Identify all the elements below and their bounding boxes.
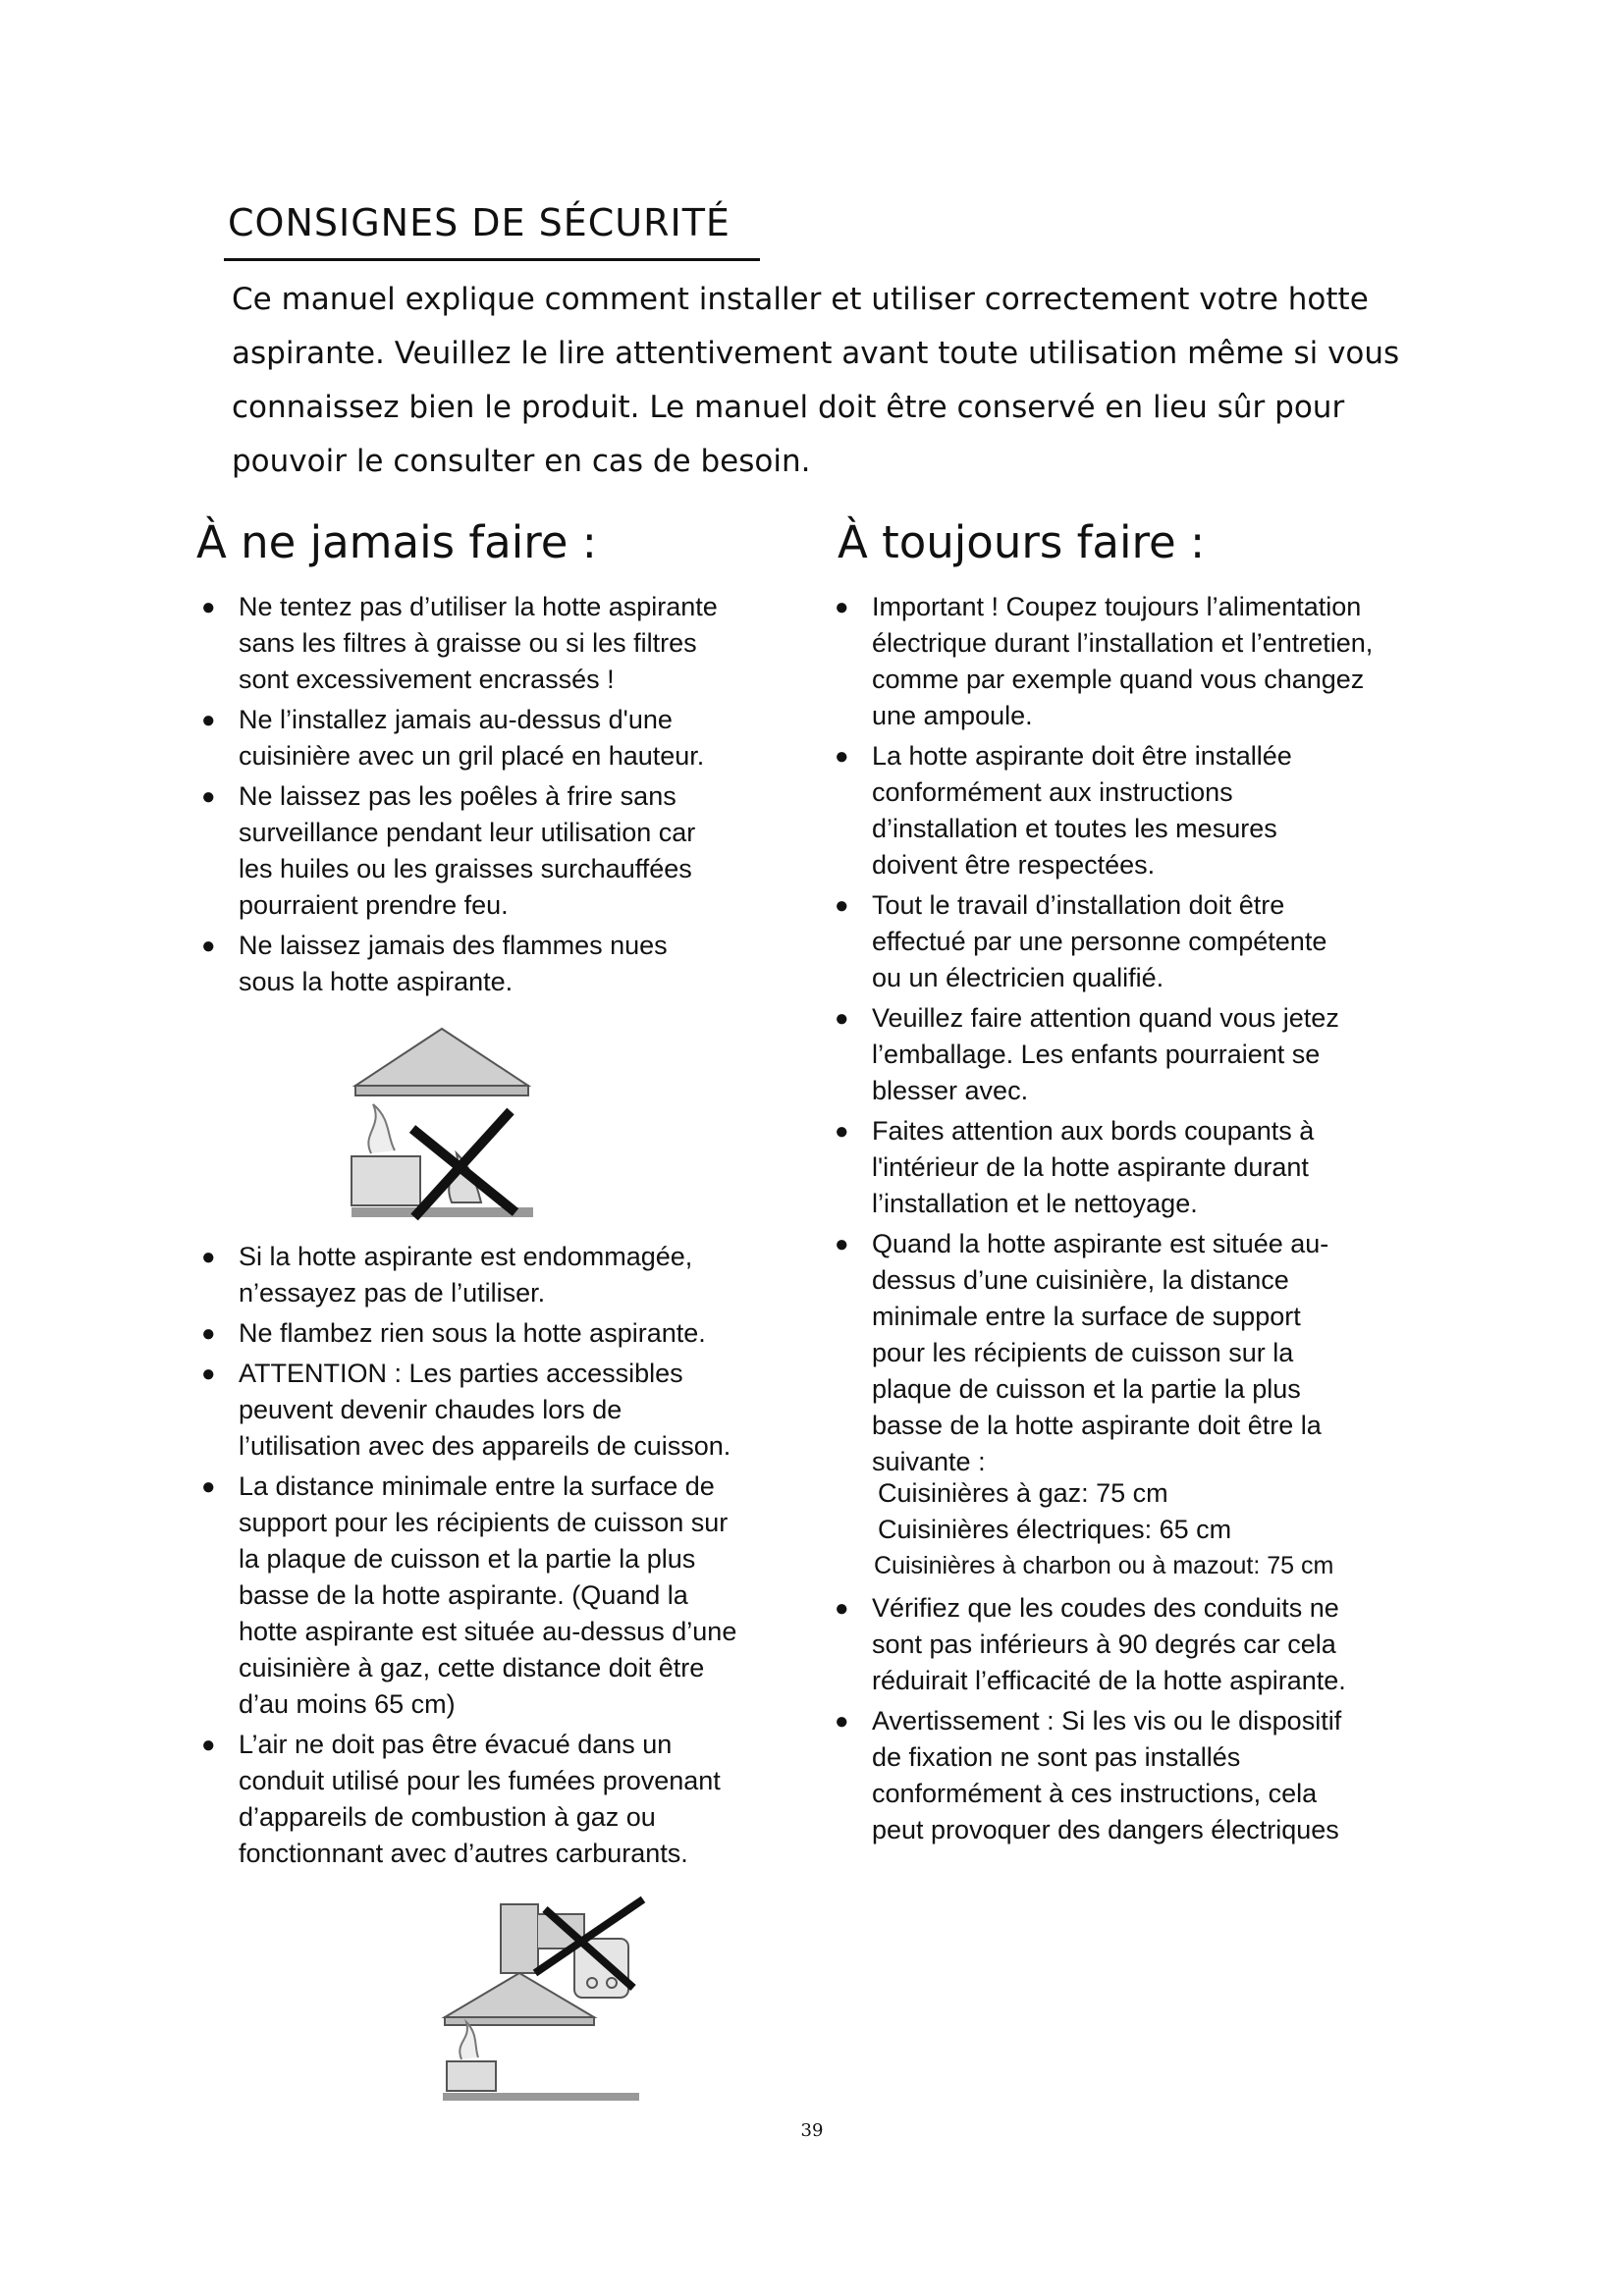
bullet-line: peut provoquer des dangers électriques bbox=[872, 1815, 1339, 1844]
intro-line: connaissez bien le produit. Le manuel doit être conservé en lieu sûr pour bbox=[232, 390, 1345, 425]
bullet-item bbox=[835, 1703, 1473, 1848]
always-do-list-2 bbox=[835, 1590, 1473, 1852]
bullet-line: ATTENTION : Les parties accessibles bbox=[239, 1359, 683, 1388]
distance-list bbox=[874, 1475, 1333, 1584]
bullet-line: les huiles ou les graisses surchauffées bbox=[239, 854, 692, 883]
bullet-dot: ● bbox=[201, 933, 216, 959]
page-number: 39 bbox=[800, 2120, 824, 2141]
distance-electric: Cuisinières électriques: 65 cm bbox=[878, 1515, 1232, 1544]
bullet-dot: ● bbox=[835, 594, 849, 620]
bullet-line: sont excessivement encrassés ! bbox=[239, 665, 615, 694]
bullet-line: l’emballage. Les enfants pourraient se bbox=[872, 1040, 1321, 1069]
bullet-line: doivent être respectées. bbox=[872, 850, 1156, 880]
bullet-dot: ● bbox=[835, 743, 849, 770]
bullet-line: l’installation et le nettoyage. bbox=[872, 1189, 1198, 1218]
bullet-item bbox=[835, 589, 1473, 734]
bullet-line: support pour les récipients de cuisson sur bbox=[239, 1508, 729, 1537]
bullet-line: peuvent devenir chaudes lors de bbox=[239, 1395, 623, 1424]
bullet-line: Ne tentez pas d’utiliser la hotte aspirante bbox=[239, 592, 718, 621]
bullet-line: La distance minimale entre la surface de bbox=[239, 1471, 715, 1501]
bullet-line: conformément à ces instructions, cela bbox=[872, 1779, 1318, 1808]
bullet-item bbox=[835, 1226, 1473, 1480]
bullet-line: Ne l’installez jamais au-dessus d'une bbox=[239, 705, 673, 734]
duct-exhaust-warning-icon bbox=[437, 1895, 653, 2106]
bullet-dot: ● bbox=[201, 1361, 216, 1387]
intro-line: pouvoir le consulter en cas de besoin. bbox=[232, 444, 811, 479]
intro-paragraph bbox=[232, 273, 1430, 489]
bullet-dot: ● bbox=[835, 1231, 849, 1257]
bullet-item bbox=[201, 928, 810, 1000]
bullet-item bbox=[201, 589, 810, 698]
bullet-item bbox=[201, 1468, 830, 1723]
bullet-line: ou un électricien qualifié. bbox=[872, 963, 1164, 992]
bullet-line: Ne laissez jamais des flammes nues bbox=[239, 931, 668, 960]
bullet-line: conformément aux instructions bbox=[872, 777, 1233, 807]
bullet-dot: ● bbox=[835, 1595, 849, 1622]
bullet-line: dessus d’une cuisinière, la distance bbox=[872, 1265, 1289, 1295]
bullet-item bbox=[835, 1113, 1473, 1222]
bullet-line: sans les filtres à graisse ou si les filtres bbox=[239, 628, 697, 658]
bullet-item bbox=[201, 1727, 830, 1872]
bullet-line: d’au moins 65 cm) bbox=[239, 1689, 456, 1719]
bullet-line: cuisinière à gaz, cette distance doit être bbox=[239, 1653, 705, 1682]
bullet-line: Vérifiez que les coudes des conduits ne bbox=[872, 1593, 1339, 1623]
never-do-list-2 bbox=[201, 1239, 830, 1876]
bullet-line: une ampoule. bbox=[872, 701, 1033, 730]
bullet-line: plaque de cuisson et la partie la plus bbox=[872, 1374, 1301, 1404]
bullet-line: minimale entre la surface de support bbox=[872, 1302, 1301, 1331]
always-do-heading: À toujours faire : bbox=[838, 516, 1206, 568]
distance-coal-oil: Cuisinières à charbon ou à mazout: 75 cm bbox=[874, 1552, 1334, 1579]
page-title: CONSIGNES DE SÉCURITÉ bbox=[228, 201, 731, 244]
bullet-line: d’installation et toutes les mesures bbox=[872, 814, 1277, 843]
intro-line: Ce manuel explique comment installer et utiliser correctement votre hotte bbox=[232, 282, 1369, 317]
bullet-item bbox=[201, 1239, 830, 1311]
bullet-dot: ● bbox=[835, 1708, 849, 1735]
bullet-item bbox=[835, 1000, 1473, 1109]
bullet-item bbox=[201, 1356, 830, 1465]
bullet-line: basse de la hotte aspirante. (Quand la bbox=[239, 1580, 688, 1610]
bullet-line: conduit utilisé pour les fumées provenant bbox=[239, 1766, 721, 1795]
bullet-item bbox=[835, 1590, 1473, 1699]
bullet-line: de fixation ne sont pas installés bbox=[872, 1742, 1241, 1772]
bullet-dot: ● bbox=[201, 1473, 216, 1500]
bullet-line: effectué par une personne compétente bbox=[872, 927, 1327, 956]
bullet-line: l'intérieur de la hotte aspirante durant bbox=[872, 1152, 1309, 1182]
bullet-line: électrique durant l’installation et l’entretien, bbox=[872, 628, 1374, 658]
bullet-line: réduirait l’efficacité de la hotte aspirante. bbox=[872, 1666, 1346, 1695]
bullet-line: l’utilisation avec des appareils de cuisson. bbox=[239, 1431, 731, 1461]
bullet-line: L’air ne doit pas être évacué dans un bbox=[239, 1730, 673, 1759]
bullet-line: sous la hotte aspirante. bbox=[239, 967, 514, 996]
bullet-line: pourraient prendre feu. bbox=[239, 890, 509, 920]
bullet-item bbox=[835, 887, 1473, 996]
bullet-line: Ne flambez rien sous la hotte aspirante. bbox=[239, 1318, 706, 1348]
bullet-dot: ● bbox=[201, 1320, 216, 1347]
fryer-fire-warning-icon bbox=[344, 1021, 540, 1227]
distance-gas: Cuisinières à gaz: 75 cm bbox=[878, 1478, 1168, 1508]
bullet-line: n’essayez pas de l’utiliser. bbox=[239, 1278, 546, 1308]
never-do-list-1 bbox=[201, 589, 810, 1004]
bullet-line: cuisinière avec un gril placé en hauteur. bbox=[239, 741, 705, 771]
bullet-dot: ● bbox=[201, 594, 216, 620]
bullet-dot: ● bbox=[201, 707, 216, 733]
bullet-line: suivante : bbox=[872, 1447, 986, 1476]
bullet-line: La hotte aspirante doit être installée bbox=[872, 741, 1292, 771]
bullet-line: blesser avec. bbox=[872, 1076, 1029, 1105]
bullet-line: hotte aspirante est située au-dessus d’une bbox=[239, 1617, 737, 1646]
bullet-line: Avertissement : Si les vis ou le dispositif bbox=[872, 1706, 1342, 1735]
bullet-line: surveillance pendant leur utilisation car bbox=[239, 818, 696, 847]
bullet-line: d’appareils de combustion à gaz ou bbox=[239, 1802, 656, 1832]
bullet-dot: ● bbox=[835, 892, 849, 919]
bullet-line: Tout le travail d’installation doit être bbox=[872, 890, 1285, 920]
bullet-item bbox=[201, 702, 810, 774]
bullet-line: comme par exemple quand vous changez bbox=[872, 665, 1365, 694]
bullet-item bbox=[201, 778, 810, 924]
bullet-dot: ● bbox=[835, 1005, 849, 1032]
bullet-line: Important ! Coupez toujours l’alimentation bbox=[872, 592, 1362, 621]
bullet-dot: ● bbox=[201, 1732, 216, 1758]
intro-line: aspirante. Veuillez le lire attentivement avant toute utilisation même si vous bbox=[232, 336, 1400, 371]
bullet-line: pour les récipients de cuisson sur la bbox=[872, 1338, 1294, 1367]
bullet-line: sont pas inférieurs à 90 degrés car cela bbox=[872, 1629, 1336, 1659]
bullet-line: Faites attention aux bords coupants à bbox=[872, 1116, 1315, 1146]
bullet-dot: ● bbox=[201, 783, 216, 810]
bullet-dot: ● bbox=[835, 1118, 849, 1145]
bullet-line: basse de la hotte aspirante doit être la bbox=[872, 1411, 1322, 1440]
never-do-heading: À ne jamais faire : bbox=[196, 516, 597, 568]
bullet-line: Veuillez faire attention quand vous jetez bbox=[872, 1003, 1339, 1033]
bullet-line: Ne laissez pas les poêles à frire sans bbox=[239, 781, 677, 811]
bullet-line: fonctionnant avec d’autres carburants. bbox=[239, 1839, 688, 1868]
bullet-line: Si la hotte aspirante est endommagée, bbox=[239, 1242, 693, 1271]
bullet-line: Quand la hotte aspirante est située au- bbox=[872, 1229, 1329, 1258]
bullet-item bbox=[201, 1315, 830, 1352]
bullet-line: la plaque de cuisson et la partie la plus bbox=[239, 1544, 696, 1574]
bullet-item bbox=[835, 738, 1473, 883]
bullet-dot: ● bbox=[201, 1244, 216, 1270]
always-do-list-1 bbox=[835, 589, 1473, 1484]
title-underline bbox=[224, 258, 760, 261]
